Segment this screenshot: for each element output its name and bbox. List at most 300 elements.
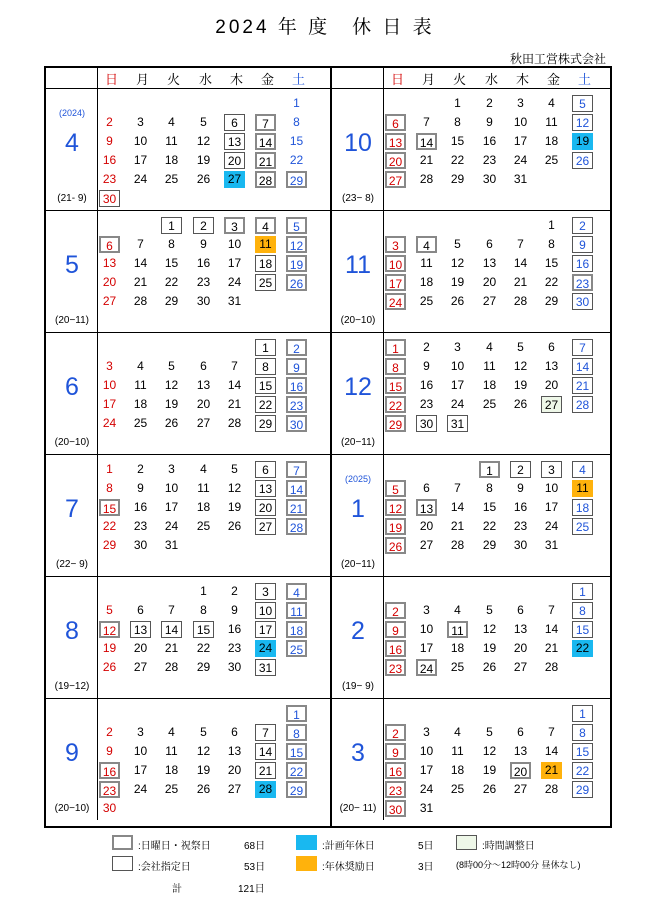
day-cell: 10 [419,622,434,636]
day-cell: 26 [164,416,179,430]
day-cell: 7 [517,237,524,251]
day-cell: 25 [482,397,497,411]
day-cell: 5 [286,217,307,234]
weekday-header-right [332,68,612,89]
day-cell: 1 [385,339,406,356]
day-cell: 15 [255,377,276,394]
day-cell: 23 [133,519,148,533]
day-cell: 8 [572,602,593,619]
day-cell: 11 [451,744,464,758]
day-cell: 15 [193,621,214,638]
day-cell: 8 [106,481,113,495]
day-cell: 12 [286,236,307,253]
day-cell: 4 [454,725,461,739]
day-cell: 24 [513,153,528,167]
day-cell: 23 [99,781,120,798]
day-cell: 21 [450,519,465,533]
day-cell: 27 [224,171,245,188]
day-cell: 3 [385,236,406,253]
month-label [332,211,384,332]
day-cell: 3 [168,462,175,476]
day-cell: 24 [255,640,276,657]
day-cell: 10 [133,744,148,758]
month-range: (20−10) [54,803,90,814]
month-number: 4 [65,129,79,157]
day-cell: 22 [164,275,179,289]
weekday-header-4: 木 [229,72,243,87]
day-cell: 30 [286,415,307,432]
legend-adj-label: :時間調整日 [482,841,535,852]
day-cell: 9 [200,237,207,251]
month-number: 7 [65,495,79,523]
day-cell: 2 [137,462,144,476]
day-cell: 22 [385,396,406,413]
day-cell: 4 [548,96,555,110]
day-cell: 10 [255,602,276,619]
day-cell: 10 [164,481,179,495]
day-cell: 14 [286,480,307,497]
day-cell: 24 [227,275,242,289]
legend-adj-note: (8時00分～12時00分 昼休なし) [456,860,581,870]
day-cell: 20 [133,641,148,655]
row-divider [46,210,610,211]
day-cell: 18 [450,763,465,777]
day-cell: 18 [164,153,179,167]
day-cell: 7 [572,339,593,356]
day-cell: 8 [486,481,493,495]
legend-plan-swatch [296,835,317,850]
day-cell: 29 [164,294,179,308]
day-cell: 2 [385,724,406,741]
day-cell: 2 [231,584,238,598]
legend-total-count: 121日 [238,884,265,895]
day-cell: 18 [164,763,179,777]
day-cell: 13 [482,256,497,270]
day-cell: 8 [548,237,555,251]
day-cell: 1 [454,96,461,110]
day-cell: 25 [133,416,148,430]
day-cell: 20 [419,519,434,533]
day-cell: 9 [385,743,406,760]
day-cell: 29 [385,415,406,432]
day-cell: 22 [255,396,276,413]
day-cell: 6 [224,114,245,131]
weekday-header-left [46,68,330,89]
day-cell: 3 [454,340,461,354]
month-label [332,699,384,820]
legend-holiday-label: :日曜日・祝祭日 [138,841,211,852]
day-cell: 1 [255,339,276,356]
day-cell: 4 [168,725,175,739]
day-cell: 13 [416,499,437,516]
day-cell: 27 [255,518,276,535]
day-cell: 23 [419,397,434,411]
legend-company-count: 53日 [244,862,266,873]
weekday-header-4: 木 [515,72,529,87]
day-cell: 6 [231,725,238,739]
day-cell: 26 [196,172,211,186]
month-number: 6 [65,373,79,401]
legend-company-label: :会社指定日 [138,862,191,873]
day-cell: 15 [289,134,304,148]
day-cell: 7 [423,115,430,129]
day-cell: 4 [200,462,207,476]
day-cell: 16 [572,255,593,272]
month-number: 8 [65,617,79,645]
day-cell: 21 [572,377,593,394]
day-cell: 17 [419,641,434,655]
day-cell: 29 [102,538,117,552]
day-cell: 26 [286,274,307,291]
day-cell: 19 [482,763,497,777]
day-cell: 25 [419,294,434,308]
day-cell: 12 [196,744,211,758]
month-range: (20−11) [340,437,375,448]
day-cell: 17 [385,274,406,291]
day-cell: 2 [486,96,493,110]
day-cell: 4 [416,236,437,253]
calendar-grid [44,66,612,828]
day-cell: 30 [385,800,406,817]
day-cell: 24 [102,416,117,430]
day-cell: 30 [227,660,242,674]
day-cell: 6 [517,603,524,617]
day-cell: 2 [572,217,593,234]
day-cell: 19 [482,641,497,655]
month-number: 11 [345,251,371,279]
day-cell: 6 [137,603,144,617]
day-cell: 15 [385,377,406,394]
day-cell: 15 [572,621,593,638]
day-cell: 5 [200,115,207,129]
day-cell: 11 [483,359,496,373]
day-cell: 30 [416,415,437,432]
day-cell: 24 [419,782,434,796]
day-cell: 13 [102,256,117,270]
month-range: (23− 8) [342,193,374,204]
day-cell: 6 [423,481,430,495]
day-cell: 20 [544,378,559,392]
day-cell: 24 [385,293,406,310]
day-cell: 22 [286,762,307,779]
day-cell: 4 [137,359,144,373]
day-cell: 31 [227,294,242,308]
day-cell: 23 [286,396,307,413]
day-cell: 5 [168,359,175,373]
day-cell: 12 [572,114,593,131]
weekday-header-2: 火 [452,72,466,87]
day-cell: 9 [231,603,238,617]
day-cell: 30 [196,294,211,308]
day-cell: 17 [450,378,465,392]
day-cell: 24 [133,172,148,186]
month-label [46,333,98,454]
day-cell: 3 [106,359,113,373]
day-cell: 15 [450,134,465,148]
day-cell: 10 [419,744,434,758]
day-cell: 25 [544,153,559,167]
day-cell: 14 [133,256,148,270]
day-cell: 18 [419,275,434,289]
day-cell: 16 [419,378,434,392]
month-label [332,89,384,210]
day-cell: 24 [164,519,179,533]
day-cell: 5 [385,480,406,497]
day-cell: 24 [133,782,148,796]
month-label [332,577,384,698]
month-number: 2 [351,617,365,645]
day-cell: 14 [255,133,276,150]
day-cell: 23 [513,519,528,533]
month-number: 12 [344,373,372,401]
day-cell: 16 [482,134,497,148]
day-cell: 21 [255,762,276,779]
day-cell: 4 [454,603,461,617]
day-cell: 12 [164,378,179,392]
day-cell: 9 [106,134,113,148]
day-cell: 30 [133,538,148,552]
weekday-header-0: 日 [104,72,118,87]
day-cell: 19 [196,763,211,777]
day-cell: 4 [486,340,493,354]
day-cell: 17 [133,763,148,777]
day-cell: 21 [227,397,242,411]
day-cell: 1 [106,462,113,476]
day-cell: 25 [164,782,179,796]
day-cell: 22 [102,519,117,533]
day-cell: 20 [385,152,406,169]
day-cell: 14 [227,378,242,392]
day-cell: 13 [130,621,151,638]
day-cell: 3 [137,725,144,739]
year-note: (2024) [58,108,85,118]
day-cell: 29 [255,415,276,432]
day-cell: 30 [99,190,120,207]
day-cell: 17 [544,500,559,514]
day-cell: 27 [133,660,148,674]
day-cell: 21 [541,762,562,779]
day-cell: 19 [164,397,179,411]
year-note: (2025) [344,474,371,484]
day-cell: 13 [255,480,276,497]
row-divider [46,454,610,455]
day-cell: 26 [450,294,465,308]
day-cell: 28 [572,396,593,413]
day-cell: 22 [289,153,304,167]
day-cell: 13 [544,359,559,373]
month-label [46,577,98,698]
month-number: 3 [351,739,365,767]
month-label [332,455,384,576]
day-cell: 20 [513,641,528,655]
day-cell: 13 [385,133,406,150]
weekday-header-6: 土 [291,72,305,87]
day-cell: 7 [168,603,175,617]
day-cell: 1 [572,705,593,722]
day-cell: 6 [385,114,406,131]
day-cell: 18 [450,641,465,655]
day-cell: 24 [416,659,437,676]
day-cell: 2 [193,217,214,234]
day-cell: 16 [286,377,307,394]
day-cell: 5 [486,603,493,617]
day-cell: 5 [486,725,493,739]
legend-company-swatch [112,856,133,871]
day-cell: 21 [255,152,276,169]
day-cell: 6 [486,237,493,251]
month-label [46,89,98,210]
day-cell: 23 [227,641,242,655]
day-cell: 4 [168,115,175,129]
day-cell: 25 [572,518,593,535]
day-cell: 8 [168,237,175,251]
day-cell: 2 [510,461,531,478]
day-cell: 16 [513,500,528,514]
day-cell: 1 [293,96,300,110]
day-cell: 20 [227,763,242,777]
day-cell: 29 [482,538,497,552]
month-range: (19−12) [54,681,90,692]
day-cell: 21 [544,641,559,655]
company-name: 秋田工営株式会社 [509,52,606,66]
day-cell: 11 [286,602,307,619]
day-cell: 15 [164,256,179,270]
weekday-header-5: 金 [546,72,560,87]
day-cell: 8 [200,603,207,617]
month-range: (20−10) [340,315,376,326]
legend-adj-swatch [456,835,477,850]
month-range: (21- 9) [57,193,87,204]
day-cell: 16 [385,640,406,657]
legend-enc-swatch [296,856,317,871]
month-range: (22− 9) [56,559,88,570]
day-cell: 31 [419,801,434,815]
day-cell: 22 [544,275,559,289]
day-cell: 22 [572,640,593,657]
day-cell: 11 [165,744,178,758]
day-cell: 13 [513,622,528,636]
day-cell: 15 [572,743,593,760]
day-cell: 27 [482,294,497,308]
day-cell: 13 [224,133,245,150]
day-cell: 10 [544,481,559,495]
day-cell: 23 [385,781,406,798]
day-cell: 16 [133,500,148,514]
day-cell: 29 [286,171,307,188]
day-cell: 17 [513,134,528,148]
day-cell: 21 [286,499,307,516]
day-cell: 10 [513,115,528,129]
day-cell: 11 [572,480,593,497]
day-cell: 28 [133,294,148,308]
legend-enc-label: :年休奨励日 [322,862,375,873]
day-cell: 3 [224,217,245,234]
day-cell: 13 [196,378,211,392]
day-cell: 28 [164,660,179,674]
day-cell: 28 [419,172,434,186]
legend-enc-count: 3日 [418,862,434,873]
day-cell: 16 [99,762,120,779]
day-cell: 27 [196,416,211,430]
day-cell: 29 [572,781,593,798]
day-cell: 12 [99,621,120,638]
day-cell: 23 [482,153,497,167]
day-cell: 31 [544,538,559,552]
legend-plan-count: 5日 [418,841,434,852]
day-cell: 26 [482,782,497,796]
day-cell: 17 [419,763,434,777]
day-cell: 26 [482,660,497,674]
day-cell: 3 [517,96,524,110]
day-cell: 14 [255,743,276,760]
day-cell: 2 [423,340,430,354]
day-cell: 25 [286,640,307,657]
day-cell: 7 [548,603,555,617]
day-cell: 7 [137,237,144,251]
day-cell: 7 [548,725,555,739]
day-cell: 12 [482,622,497,636]
day-cell: 27 [102,294,117,308]
day-cell: 27 [513,660,528,674]
day-cell: 17 [133,153,148,167]
day-cell: 18 [286,621,307,638]
day-cell: 6 [99,236,120,253]
day-cell: 21 [513,275,528,289]
day-cell: 11 [447,621,468,638]
day-cell: 20 [255,499,276,516]
row-divider [46,332,610,333]
day-cell: 21 [133,275,148,289]
day-cell: 10 [133,134,148,148]
weekday-header-3: 水 [484,72,498,87]
day-cell: 11 [545,115,558,129]
day-cell: 27 [541,396,562,413]
day-cell: 28 [544,782,559,796]
day-cell: 17 [255,621,276,638]
row-divider [46,698,610,699]
day-cell: 20 [102,275,117,289]
weekday-header-3: 水 [198,72,212,87]
day-cell: 17 [102,397,117,411]
day-cell: 18 [133,397,148,411]
day-cell: 1 [200,584,207,598]
weekday-header-1: 月 [421,72,435,87]
day-cell: 12 [196,134,211,148]
day-cell: 18 [255,255,276,272]
month-range: (20− 11) [339,803,377,814]
day-cell: 31 [255,659,276,676]
day-cell: 2 [106,725,113,739]
day-cell: 18 [482,378,497,392]
day-cell: 26 [572,152,593,169]
month-label [46,699,98,820]
day-cell: 12 [385,499,406,516]
day-cell: 30 [572,293,593,310]
day-cell: 19 [196,153,211,167]
day-cell: 16 [102,153,117,167]
day-cell: 14 [416,133,437,150]
page-title: 2024 年 度 休 日 表 [215,17,435,38]
day-cell: 8 [293,115,300,129]
day-cell: 8 [454,115,461,129]
day-cell: 3 [137,115,144,129]
legend-holiday-swatch [112,835,133,850]
day-cell: 14 [161,621,182,638]
day-cell: 1 [548,218,555,232]
month-number: 1 [351,495,365,523]
day-cell: 9 [572,236,593,253]
day-cell: 28 [513,294,528,308]
